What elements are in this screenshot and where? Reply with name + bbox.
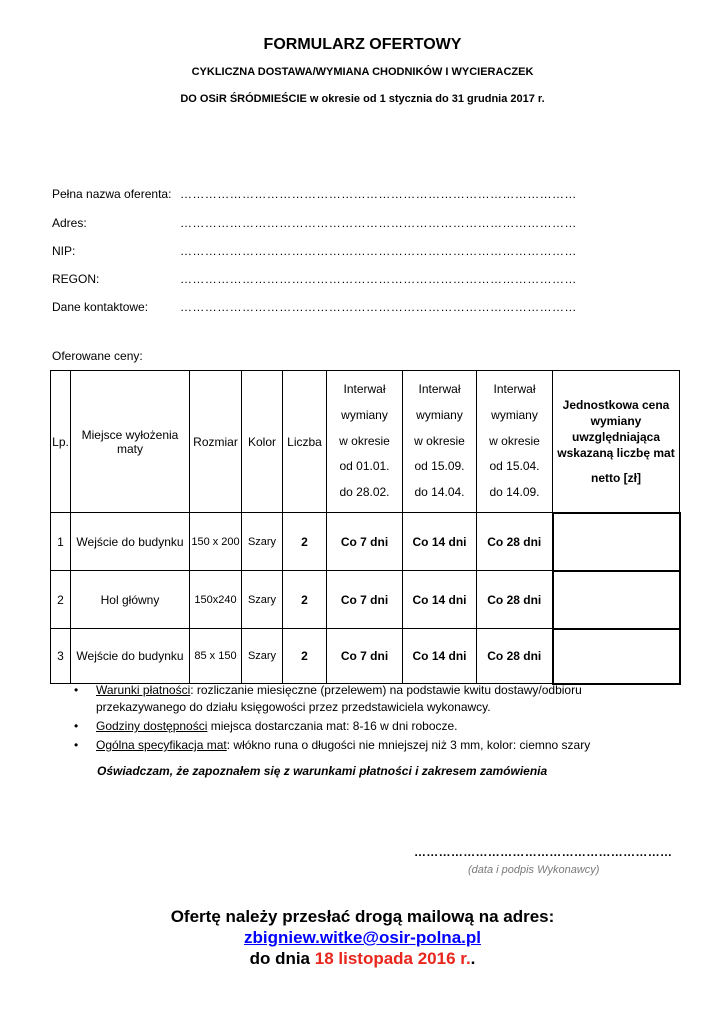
row-place: Wejście do budynku	[71, 629, 190, 684]
row-color: Szary	[242, 571, 283, 629]
row-count: 2	[283, 571, 327, 629]
list-item	[74, 737, 634, 754]
header-place: Miejsce wyłożenia maty	[71, 371, 190, 513]
condition-term: Ogólna specyfikacja mat	[96, 738, 227, 752]
row-place: Hol główny	[71, 571, 190, 629]
header-interval-3-line: do 14.09.	[489, 485, 540, 500]
condition-term: Godziny dostępności	[96, 719, 208, 733]
header-unit-price-line: Jednostkowa cena	[562, 397, 670, 412]
bullet-icon: •	[74, 719, 79, 733]
table-row	[51, 571, 680, 629]
header-interval-2	[403, 371, 477, 513]
form-title: FORMULARZ OFERTOWY	[263, 36, 462, 53]
row-count: 2	[283, 629, 327, 684]
prices-label: Oferowane ceny:	[52, 349, 143, 363]
conditions-list	[74, 682, 634, 756]
field-label-name: Pełna nazwa oferenta:	[52, 187, 172, 201]
header-interval-3-line: od 15.04.	[489, 459, 540, 474]
header-unit-price-line: netto [zł]	[591, 470, 641, 485]
bullet-icon: •	[74, 683, 79, 697]
field-input-regon[interactable]: ……………………………………………………………………………………	[180, 272, 577, 286]
header-unit-price-line: uwzględniająca	[571, 430, 661, 445]
field-input-name[interactable]: ……………………………………………………………………………………	[180, 187, 577, 201]
header-interval-3-line: w okresie	[489, 433, 540, 448]
row-interval-2: Co 14 dni	[403, 571, 477, 629]
table-header-row	[51, 371, 680, 513]
header-interval-3-line: Interwał	[493, 382, 536, 396]
row-price-input[interactable]	[553, 571, 680, 629]
row-place: Wejście do budynku	[71, 513, 190, 571]
row-interval-1: Co 7 dni	[327, 629, 403, 684]
declaration: Oświadczam, że zapoznałem się z warunkami płatności i zakresem zamówienia	[97, 764, 548, 778]
header-interval-1	[327, 371, 403, 513]
field-input-address[interactable]: ……………………………………………………………………………………	[180, 216, 577, 230]
field-label-address: Adres:	[52, 216, 87, 230]
row-interval-2: Co 14 dni	[403, 629, 477, 684]
footer-instruction: Ofertę należy przesłać drogą mailową na adres:	[170, 907, 555, 926]
field-input-contact[interactable]: ……………………………………………………………………………………	[180, 300, 577, 314]
header-interval-2-line: Interwał	[418, 382, 461, 396]
row-color: Szary	[242, 629, 283, 684]
header-interval-1-line: do 28.02.	[339, 485, 390, 500]
header-interval-2-line: w okresie	[414, 433, 465, 448]
row-interval-3: Co 28 dni	[477, 571, 553, 629]
signature-line[interactable]: ………………………………………………………	[414, 845, 673, 859]
list-item	[74, 682, 634, 716]
row-size: 150 x 200	[190, 513, 242, 571]
header-size: Rozmiar	[190, 371, 242, 513]
header-interval-1-line: w okresie	[339, 433, 390, 448]
row-interval-3: Co 28 dni	[477, 629, 553, 684]
deadline-suffix: .	[470, 949, 476, 968]
deadline-date: 18 listopada 2016 r.	[314, 949, 471, 968]
row-price-input[interactable]	[553, 513, 680, 571]
field-label-contact: Dane kontaktowe:	[52, 300, 149, 314]
table-row	[51, 629, 680, 684]
footer-deadline-line	[0, 948, 725, 969]
offer-table	[50, 370, 681, 685]
condition-text: : rozliczanie miesięczne (przelewem) na podstawie kwitu dostawy/odbioru przekazywanego do działu księgowości przez przedstawiciela wykonawcy.	[96, 683, 582, 714]
header-count: Liczba	[283, 371, 327, 513]
header-interval-3-line: wymiany	[491, 407, 538, 422]
row-lp: 2	[51, 571, 71, 629]
email-link[interactable]: zbigniew.witke@osir-polna.pl	[244, 928, 481, 947]
header-color: Kolor	[242, 371, 283, 513]
header-unit-price	[553, 371, 680, 513]
row-count: 2	[283, 513, 327, 571]
condition-text: miejsca dostarczania mat: 8-16 w dni robocze.	[207, 719, 458, 733]
header-unit-price-line: wskazaną liczbę mat	[557, 446, 675, 461]
field-input-nip[interactable]: ……………………………………………………………………………………	[180, 244, 577, 258]
header-interval-2-line: od 15.09.	[414, 459, 465, 474]
row-price-input[interactable]	[553, 629, 680, 684]
deadline-prefix: do dnia	[249, 949, 315, 968]
row-lp: 3	[51, 629, 71, 684]
header-unit-price-spacer	[553, 462, 679, 470]
header-lp: Lp.	[51, 371, 71, 513]
header-interval-3	[477, 371, 553, 513]
form-subtitle: CYKLICZNA DOSTAWA/WYMIANA CHODNIKÓW I WYCIERACZEK	[191, 66, 534, 78]
condition-term: Warunki płatności	[96, 683, 191, 697]
signature-label: (data i podpis Wykonawcy)	[468, 864, 600, 876]
row-interval-2: Co 14 dni	[403, 513, 477, 571]
condition-text: : włókno runa o długości nie mniejszej niż 3 mm, kolor: ciemno szary	[226, 738, 591, 752]
row-color: Szary	[242, 513, 283, 571]
header-interval-1-line: Interwał	[343, 382, 386, 396]
row-interval-1: Co 7 dni	[327, 571, 403, 629]
bullet-icon: •	[74, 738, 79, 752]
header-interval-1-line: od 01.01.	[339, 459, 390, 474]
row-interval-1: Co 7 dni	[327, 513, 403, 571]
row-size: 85 x 150	[190, 629, 242, 684]
row-size: 150x240	[190, 571, 242, 629]
form-period: DO OSiR ŚRÓDMIEŚCIE w okresie od 1 stycznia do 31 grudnia 2017 r.	[180, 93, 545, 105]
header-interval-2-line: wymiany	[416, 407, 463, 422]
row-lp: 1	[51, 513, 71, 571]
field-label-regon: REGON:	[52, 272, 100, 286]
row-interval-3: Co 28 dni	[477, 513, 553, 571]
header-interval-1-line: wymiany	[341, 407, 388, 422]
header-interval-2-line: do 14.04.	[414, 485, 465, 500]
header-unit-price-line: wymiany	[590, 413, 642, 428]
table-row	[51, 513, 680, 571]
list-item	[74, 718, 634, 735]
field-label-nip: NIP:	[52, 244, 76, 258]
footer	[0, 906, 725, 969]
